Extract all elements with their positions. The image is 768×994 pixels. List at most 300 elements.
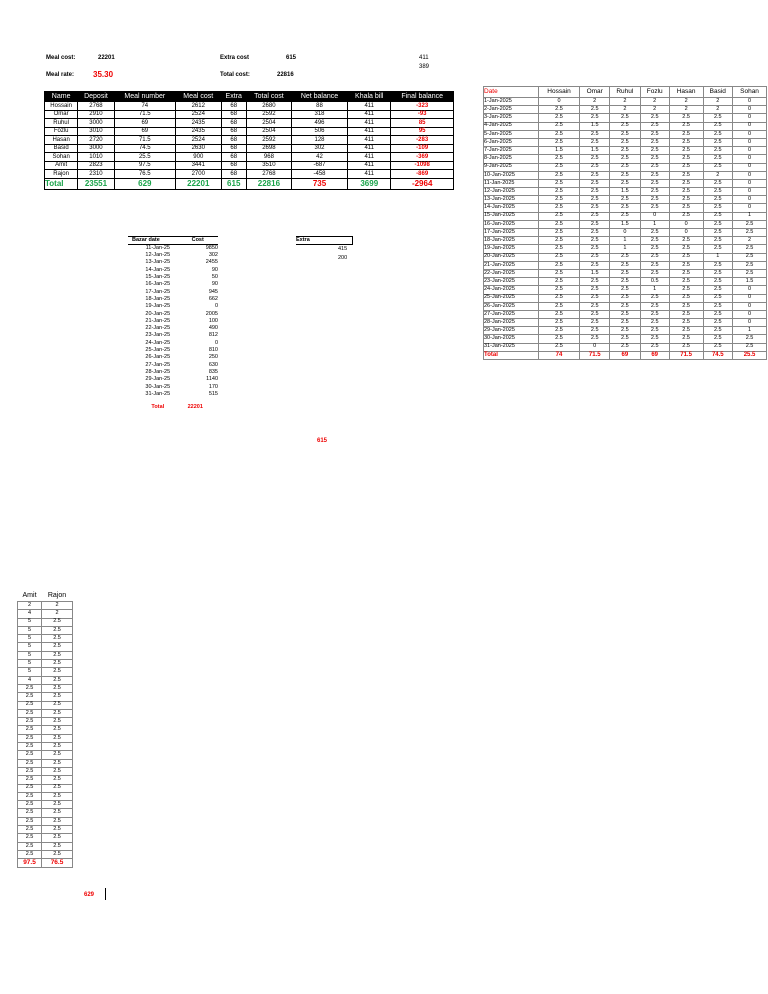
- ar-row: [18, 660, 73, 668]
- summary-total-cell: 629: [114, 178, 175, 189]
- summary-col-header: Khala bill: [348, 92, 391, 102]
- ar-cell: 2.5: [18, 850, 42, 858]
- dates-cell: 2.5: [703, 237, 733, 245]
- dates-cell: 2.5: [609, 278, 640, 286]
- dates-cell: 2.5: [640, 130, 669, 138]
- ar-col-header: Amit: [18, 589, 42, 602]
- ar-row: [18, 701, 73, 709]
- dates-cell: 2.5: [538, 229, 580, 237]
- dates-cell: 2.5: [640, 196, 669, 204]
- summary-cell: 2524: [176, 110, 221, 119]
- dates-cell: 2.5: [609, 310, 640, 318]
- dates-cell: 0: [733, 163, 767, 171]
- bazar-date: 27-Jan-25: [145, 361, 171, 368]
- dates-cell: 12-Jan-2025: [484, 188, 539, 196]
- summary-cell: 411: [348, 170, 391, 179]
- dates-cell: 1.5: [580, 269, 610, 277]
- dates-cell: 2: [609, 106, 640, 114]
- dates-row: [484, 163, 767, 171]
- dates-cell: 25-Jan-2025: [484, 294, 539, 302]
- dates-cell: 2: [703, 171, 733, 179]
- dates-cell: 2.5: [580, 188, 610, 196]
- summary-row: [45, 170, 454, 179]
- dates-cell: 2.5: [580, 114, 610, 122]
- dates-cell: 0: [733, 179, 767, 187]
- summary-cell: 68: [221, 153, 246, 162]
- bazar-cost: 0: [214, 339, 218, 346]
- summary-cell: 3000: [78, 119, 114, 128]
- dates-cell: 11-Jan-2025: [484, 179, 539, 187]
- summary-cell: 2698: [246, 144, 291, 153]
- dates-col-header: Basid: [703, 87, 733, 98]
- summary-cell: 3010: [78, 127, 114, 136]
- summary-cell: 74.5: [114, 144, 175, 153]
- summary-cell: 2612: [176, 102, 221, 111]
- bazar-date: 24-Jan-25: [145, 339, 171, 346]
- extra-cost-label: Extra cost: [220, 55, 250, 61]
- daily-meal-table: [483, 86, 767, 360]
- summary-cell: 496: [291, 119, 347, 128]
- meal-rate-label: Meal rate:: [46, 72, 75, 78]
- ar-cell: 2.5: [42, 767, 73, 775]
- total-cost-value: 22816: [277, 72, 294, 78]
- bazar-date: 12-Jan-25: [145, 252, 171, 259]
- bazar-cost: 2455: [205, 259, 218, 266]
- dates-cell: 2.5: [640, 138, 669, 146]
- dates-cell: 2.5: [640, 179, 669, 187]
- summary-cell: -687: [291, 161, 347, 170]
- dates-cell: 2.5: [703, 204, 733, 212]
- amit-rajon-table: [17, 588, 73, 868]
- ar-cell: 2.5: [42, 718, 73, 726]
- dates-cell: 2.5: [669, 269, 703, 277]
- dates-cell: 2.5: [538, 286, 580, 294]
- dates-row: [484, 196, 767, 204]
- ar-row: [18, 718, 73, 726]
- dates-cell: 4-Jan-2025: [484, 122, 539, 130]
- dates-cell: 2.5: [640, 188, 669, 196]
- dates-cell: 2-Jan-2025: [484, 106, 539, 114]
- summary-col-header: Name: [45, 92, 78, 102]
- dates-cell: 2: [703, 98, 733, 106]
- dates-col-header: Fozlu: [640, 87, 669, 98]
- dates-cell: 0: [580, 343, 610, 351]
- dates-cell: 2.5: [669, 237, 703, 245]
- dates-col-header: Date: [484, 87, 539, 98]
- bazar-date: 31-Jan-25: [145, 390, 171, 397]
- dates-cell: 2.5: [703, 147, 733, 155]
- bazar-date: 30-Jan-25: [145, 383, 171, 390]
- summary-cell: 302: [291, 144, 347, 153]
- dates-cell: 2.5: [609, 343, 640, 351]
- summary-cell: 2720: [78, 136, 114, 145]
- dates-cell: 2.5: [538, 327, 580, 335]
- dates-cell: 2.5: [640, 229, 669, 237]
- summary-cell: 42: [291, 153, 347, 162]
- dates-col-header: Hossain: [538, 87, 580, 98]
- ar-cell: 2.5: [42, 834, 73, 842]
- ar-row: [18, 726, 73, 734]
- dates-cell: 2.5: [580, 229, 610, 237]
- dates-cell: 2.5: [609, 138, 640, 146]
- bazar-row: [128, 325, 218, 332]
- bazar-date: 22-Jan-25: [145, 325, 171, 332]
- summary-cell: Fozlu: [45, 127, 78, 136]
- dates-cell: 2.5: [580, 302, 610, 310]
- dates-col-header: Omar: [580, 87, 610, 98]
- dates-cell: 2.5: [703, 278, 733, 286]
- dates-row: [484, 179, 767, 187]
- ar-cell: 2.5: [42, 660, 73, 668]
- ar-total-row: [18, 859, 73, 867]
- summary-cell: 88: [291, 102, 347, 111]
- dates-cell: 2: [609, 98, 640, 106]
- dates-cell: 1.5: [580, 147, 610, 155]
- dates-cell: 2.5: [640, 114, 669, 122]
- ar-col-header: Rajon: [42, 589, 73, 602]
- dates-cell: 2.5: [640, 147, 669, 155]
- dates-cell: 2.5: [609, 171, 640, 179]
- ar-cell: 2.5: [18, 751, 42, 759]
- summary-cell: 2592: [246, 136, 291, 145]
- dates-cell: 0: [733, 310, 767, 318]
- dates-cell: 2.5: [538, 188, 580, 196]
- dates-cell: 2.5: [580, 237, 610, 245]
- dates-cell: 0: [669, 220, 703, 228]
- ar-cell: 2.5: [42, 784, 73, 792]
- dates-cell: 2.5: [580, 179, 610, 187]
- dates-cell: 0: [733, 122, 767, 130]
- dates-cell: 1.5: [580, 122, 610, 130]
- dates-cell: 2.5: [580, 196, 610, 204]
- dates-cell: 0: [733, 155, 767, 163]
- ar-cell: 2: [42, 610, 73, 618]
- ar-cell: 4: [18, 676, 42, 684]
- ar-row: [18, 834, 73, 842]
- dates-row: [484, 310, 767, 318]
- ar-cell: 2.5: [18, 784, 42, 792]
- dates-cell: 2.5: [669, 130, 703, 138]
- summary-cell: Hossain: [45, 102, 78, 111]
- summary-cell: 2592: [246, 110, 291, 119]
- dates-cell: 1.5: [733, 278, 767, 286]
- bazar-date: 21-Jan-25: [145, 317, 171, 324]
- ar-row: [18, 842, 73, 850]
- dates-cell: 2.5: [640, 294, 669, 302]
- bazar-cost: 0: [214, 303, 218, 310]
- summary-cell: 2310: [78, 170, 114, 179]
- ar-cell: 2.5: [42, 684, 73, 692]
- dates-cell: 2.5: [703, 212, 733, 220]
- ar-row: [18, 602, 73, 610]
- summary-cell: 69: [114, 127, 175, 136]
- dates-row: [484, 237, 767, 245]
- ar-cell: 2.5: [18, 684, 42, 692]
- dates-cell: 2.5: [640, 237, 669, 245]
- ar-cell: 2.5: [18, 842, 42, 850]
- dates-cell: 2: [580, 98, 610, 106]
- dates-cell: 0: [733, 294, 767, 302]
- ar-row: [18, 651, 73, 659]
- ar-row: [18, 759, 73, 767]
- bazar-cost: 9850: [205, 244, 218, 251]
- meal-total-note: 629: [84, 892, 95, 898]
- dates-cell: 5-Jan-2025: [484, 130, 539, 138]
- summary-cell: 411: [348, 144, 391, 153]
- summary-cell: 68: [221, 102, 246, 111]
- dates-total-cell: 74.5: [703, 351, 733, 359]
- dates-cell: 0: [640, 212, 669, 220]
- dates-cell: 2.5: [580, 130, 610, 138]
- dates-cell: 20-Jan-2025: [484, 253, 539, 261]
- dates-cell: 2.5: [538, 302, 580, 310]
- ar-cell: 2.5: [42, 626, 73, 634]
- summary-cell: 3510: [246, 161, 291, 170]
- dates-cell: 31-Jan-2025: [484, 343, 539, 351]
- ar-cell: 2.5: [42, 826, 73, 834]
- bazar-date: 20-Jan-25: [145, 310, 171, 317]
- dates-total-cell: 74: [538, 351, 580, 359]
- summary-cell: 2823: [78, 161, 114, 170]
- dates-cell: 2.5: [703, 302, 733, 310]
- summary-cell: 74: [114, 102, 175, 111]
- dates-col-header: Hasan: [669, 87, 703, 98]
- dates-cell: 2.5: [669, 179, 703, 187]
- dates-cell: 2.5: [703, 286, 733, 294]
- dates-cell: 2.5: [538, 106, 580, 114]
- ar-cell: 2.5: [18, 734, 42, 742]
- extra-header: Extra: [296, 236, 353, 245]
- bazar-row: [128, 354, 218, 361]
- summary-cell: 76.5: [114, 170, 175, 179]
- bazar-date: 25-Jan-25: [145, 347, 171, 354]
- summary-cell: 411: [348, 102, 391, 111]
- dates-cell: 0.5: [640, 278, 669, 286]
- dates-cell: 2.5: [669, 310, 703, 318]
- dates-cell: 2.5: [640, 269, 669, 277]
- dates-cell: 2.5: [580, 261, 610, 269]
- summary-cell: Basid: [45, 144, 78, 153]
- dates-cell: 2.5: [703, 343, 733, 351]
- summary-cell: 2680: [246, 102, 291, 111]
- ar-cell: 2.5: [42, 792, 73, 800]
- bazar-row: [128, 369, 218, 376]
- dates-cell: 2.5: [733, 343, 767, 351]
- dates-cell: 2.5: [669, 335, 703, 343]
- dates-cell: 2.5: [733, 229, 767, 237]
- summary-col-header: Total cost: [246, 92, 291, 102]
- dates-cell: 2: [640, 98, 669, 106]
- dates-cell: 2.5: [580, 212, 610, 220]
- dates-cell: 2.5: [580, 106, 610, 114]
- dates-cell: 2.5: [609, 179, 640, 187]
- dates-cell: 1: [733, 327, 767, 335]
- dates-cell: 2.5: [538, 122, 580, 130]
- ar-cell: 2.5: [18, 718, 42, 726]
- dates-cell: 2.5: [580, 253, 610, 261]
- dates-cell: 24-Jan-2025: [484, 286, 539, 294]
- bazar-row: [128, 391, 218, 398]
- dates-cell: 2.5: [703, 130, 733, 138]
- dates-cell: 0: [733, 130, 767, 138]
- dates-cell: 27-Jan-2025: [484, 310, 539, 318]
- summary-cell: -323: [391, 102, 454, 111]
- dates-cell: 2.5: [609, 261, 640, 269]
- summary-cell: 411: [348, 110, 391, 119]
- bazar-row: [128, 318, 218, 325]
- dates-cell: 2.5: [538, 196, 580, 204]
- summary-cell: Amit: [45, 161, 78, 170]
- dates-cell: 2.5: [538, 269, 580, 277]
- summary-row: [45, 153, 454, 162]
- dates-cell: 2.5: [609, 196, 640, 204]
- dates-cell: 2.5: [669, 204, 703, 212]
- bazar-cost: 515: [208, 390, 218, 397]
- summary-cell: 2504: [246, 119, 291, 128]
- bazar-cost: 90: [211, 281, 218, 288]
- dates-cell: 2.5: [538, 261, 580, 269]
- dates-total-cell: 71.5: [669, 351, 703, 359]
- dates-cell: 2.5: [640, 122, 669, 130]
- dates-cell: 2.5: [669, 278, 703, 286]
- bazar-cost: 630: [208, 361, 218, 368]
- ar-row: [18, 734, 73, 742]
- meal-cost-label: Meal cost:: [46, 55, 76, 61]
- dates-row: [484, 171, 767, 179]
- summary-cell: 2768: [246, 170, 291, 179]
- dates-cell: 1: [733, 212, 767, 220]
- dates-cell: 2.5: [703, 319, 733, 327]
- dates-cell: 0: [733, 171, 767, 179]
- bazar-date: 17-Jan-25: [145, 288, 171, 295]
- bazar-row: [128, 289, 218, 296]
- summary-cell: Omar: [45, 110, 78, 119]
- bazar-row: [128, 340, 218, 347]
- dates-cell: 1: [609, 245, 640, 253]
- bazar-cost: 1140: [206, 376, 218, 383]
- dates-cell: 2.5: [609, 335, 640, 343]
- dates-cell: 2.5: [703, 114, 733, 122]
- ar-cell: 2.5: [18, 776, 42, 784]
- dates-cell: 2.5: [669, 286, 703, 294]
- dates-row: [484, 286, 767, 294]
- bazar-date: 28-Jan-25: [145, 368, 171, 375]
- summary-total-cell: Total: [45, 178, 78, 189]
- dates-cell: 2.5: [538, 220, 580, 228]
- dates-cell: 2.5: [669, 188, 703, 196]
- ar-row: [18, 826, 73, 834]
- dates-cell: 2.5: [538, 335, 580, 343]
- dates-total-row: [484, 351, 767, 359]
- dates-cell: 2: [669, 98, 703, 106]
- dates-cell: 2.5: [640, 204, 669, 212]
- dates-cell: 1: [640, 220, 669, 228]
- bazar-cost: 835: [208, 368, 218, 375]
- summary-col-header: Extra: [221, 92, 246, 102]
- total-cost-label: Total cost:: [220, 72, 250, 78]
- dates-cell: 2.5: [609, 269, 640, 277]
- summary-cell: 68: [221, 144, 246, 153]
- bazar-row: [128, 281, 218, 288]
- dates-cell: 0: [733, 106, 767, 114]
- summary-cell: 85: [391, 119, 454, 128]
- ar-cell: 2.5: [42, 668, 73, 676]
- dates-cell: 21-Jan-2025: [484, 261, 539, 269]
- summary-cell: 97.5: [114, 161, 175, 170]
- dates-cell: 1.5: [609, 188, 640, 196]
- dates-cell: 2.5: [609, 319, 640, 327]
- extra-total: 615: [317, 438, 328, 444]
- ar-cell: 2: [42, 602, 73, 610]
- dates-row: [484, 327, 767, 335]
- dates-row: [484, 130, 767, 138]
- dates-cell: 2.5: [669, 138, 703, 146]
- ar-cell: 5: [18, 660, 42, 668]
- summary-cell: 68: [221, 119, 246, 128]
- dates-row: [484, 106, 767, 114]
- ar-row: [18, 684, 73, 692]
- bazar-date-header: Bazar date: [128, 237, 188, 245]
- dates-cell: 2.5: [609, 302, 640, 310]
- ar-cell: 2.5: [18, 826, 42, 834]
- dates-cell: 2.5: [733, 261, 767, 269]
- dates-cell: 2.5: [640, 155, 669, 163]
- summary-col-header: Net balance: [291, 92, 347, 102]
- dates-cell: 2.5: [609, 114, 640, 122]
- dates-cell: 2.5: [609, 253, 640, 261]
- ar-cell: 4: [18, 610, 42, 618]
- dates-cell: 2: [733, 237, 767, 245]
- dates-row: [484, 155, 767, 163]
- dates-cell: 0: [669, 229, 703, 237]
- dates-cell: 2.5: [580, 294, 610, 302]
- dates-cell: 19-Jan-2025: [484, 245, 539, 253]
- dates-cell: 1: [609, 237, 640, 245]
- bazar-row: [128, 311, 218, 318]
- ar-cell: 2.5: [18, 759, 42, 767]
- bazar-cost: 250: [208, 354, 218, 361]
- dates-cell: 2.5: [733, 245, 767, 253]
- summary-cell: 71.5: [114, 110, 175, 119]
- dates-cell: 2.5: [703, 269, 733, 277]
- dates-cell: 18-Jan-2025: [484, 237, 539, 245]
- dates-cell: 2.5: [733, 269, 767, 277]
- dates-cell: 2.5: [733, 220, 767, 228]
- ar-row: [18, 850, 73, 858]
- dates-cell: 15-Jan-2025: [484, 212, 539, 220]
- bazar-date: 26-Jan-25: [145, 354, 171, 361]
- summary-col-header: Deposit: [78, 92, 114, 102]
- ar-cell: 2.5: [18, 809, 42, 817]
- dates-cell: 0: [733, 114, 767, 122]
- dates-cell: 2.5: [538, 212, 580, 220]
- dates-row: [484, 343, 767, 351]
- summary-total-cell: 23551: [78, 178, 114, 189]
- dates-cell: 0: [733, 204, 767, 212]
- dates-cell: 2.5: [538, 163, 580, 171]
- dates-cell: 2.5: [703, 327, 733, 335]
- bazar-row: [128, 252, 218, 259]
- dates-cell: 2.5: [703, 261, 733, 269]
- dates-cell: 2.5: [669, 171, 703, 179]
- summary-total-cell: 735: [291, 178, 347, 189]
- summary-cell: 1010: [78, 153, 114, 162]
- dates-cell: 2.5: [580, 278, 610, 286]
- ar-cell: 2.5: [18, 743, 42, 751]
- ar-cell: 2.5: [42, 726, 73, 734]
- bazar-total-row: [128, 398, 218, 410]
- summary-cell: Sohan: [45, 153, 78, 162]
